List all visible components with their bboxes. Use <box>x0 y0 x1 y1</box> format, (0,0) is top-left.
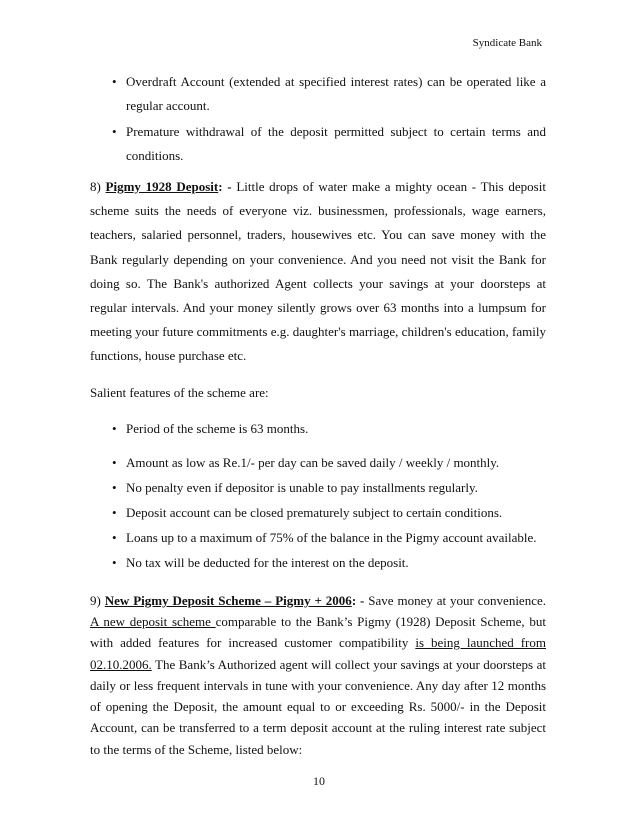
section-9-number: 9) <box>90 592 105 608</box>
section-9-paragraph <box>90 590 546 760</box>
underlined-new-scheme: A new deposit scheme <box>90 613 216 629</box>
list-item: • No penalty even if depositor is unable to pay installments regularly. <box>90 478 546 498</box>
running-header: Syndicate Bank <box>472 37 542 49</box>
section-9-intro: Save money at your convenience. <box>368 592 546 608</box>
section-9-rest: The Bank’s Authorized agent will collect your savings at your doorsteps at daily or less frequent intervals in tune with your convenience. Any day after 12 months of opening the Deposit, the amount equal to or exceeding Rs. 5000/- in the Deposit Account, can be transferred to a term deposit account at the ruling interest rate subject to the terms of the Scheme, listed below: <box>90 656 546 757</box>
list-item: • Overdraft Account (extended at specified interest rates) can be operated like a regular account. <box>90 70 546 117</box>
section-8-separator: : - <box>218 179 237 194</box>
list-item: • Premature withdrawal of the deposit permitted subject to certain terms and conditions. <box>90 120 546 167</box>
section-8-paragraph <box>90 175 546 369</box>
section-8-body: Little drops of water make a mighty ocean - This deposit scheme suits the needs of everyone viz. businessmen, professionals, wage earners, teachers, salaried personnel, traders, housewives etc. You can save money with the Bank regularly depending on your convenience. And you need not visit the Bank for doing so. The Bank's authorized Agent collects your savings at your doorsteps at regular intervals. And your money silently grows over 63 months into a lumpsum for meeting your future commitments e.g. daughter's marriage, children's education, family functions, house purchase etc. <box>90 179 546 364</box>
salient-features-heading: Salient features of the scheme are: <box>90 384 269 400</box>
list-item: • No tax will be deducted for the interest on the deposit. <box>90 553 546 573</box>
section-8-title: Pigmy 1928 Deposit <box>105 179 219 194</box>
section-9-mid: comparable to the Bank’s Pigmy (1928) Deposit Scheme, but with added features for increased customer compatibility <box>90 613 546 651</box>
section-9-separator: : - <box>351 592 369 608</box>
underlined-launch-date: is being launched from 02.10.2006. <box>90 635 546 672</box>
section-9-title: New Pigmy Deposit Scheme – Pigmy + 2006 <box>104 592 352 608</box>
list-item: • Period of the scheme is 63 months. <box>90 419 546 439</box>
section-8-number: 8) <box>90 179 106 194</box>
page-body <box>90 70 546 760</box>
features-list <box>90 419 546 573</box>
list-item: • Loans up to a maximum of 75% of the balance in the Pigmy account available. <box>90 528 546 548</box>
page-number: 10 <box>313 774 325 788</box>
list-item: • Deposit account can be closed prematurely subject to certain conditions. <box>90 503 546 523</box>
top-bullet-list <box>90 70 546 167</box>
list-item: • Amount as low as Re.1/- per day can be saved daily / weekly / monthly. <box>90 453 546 473</box>
